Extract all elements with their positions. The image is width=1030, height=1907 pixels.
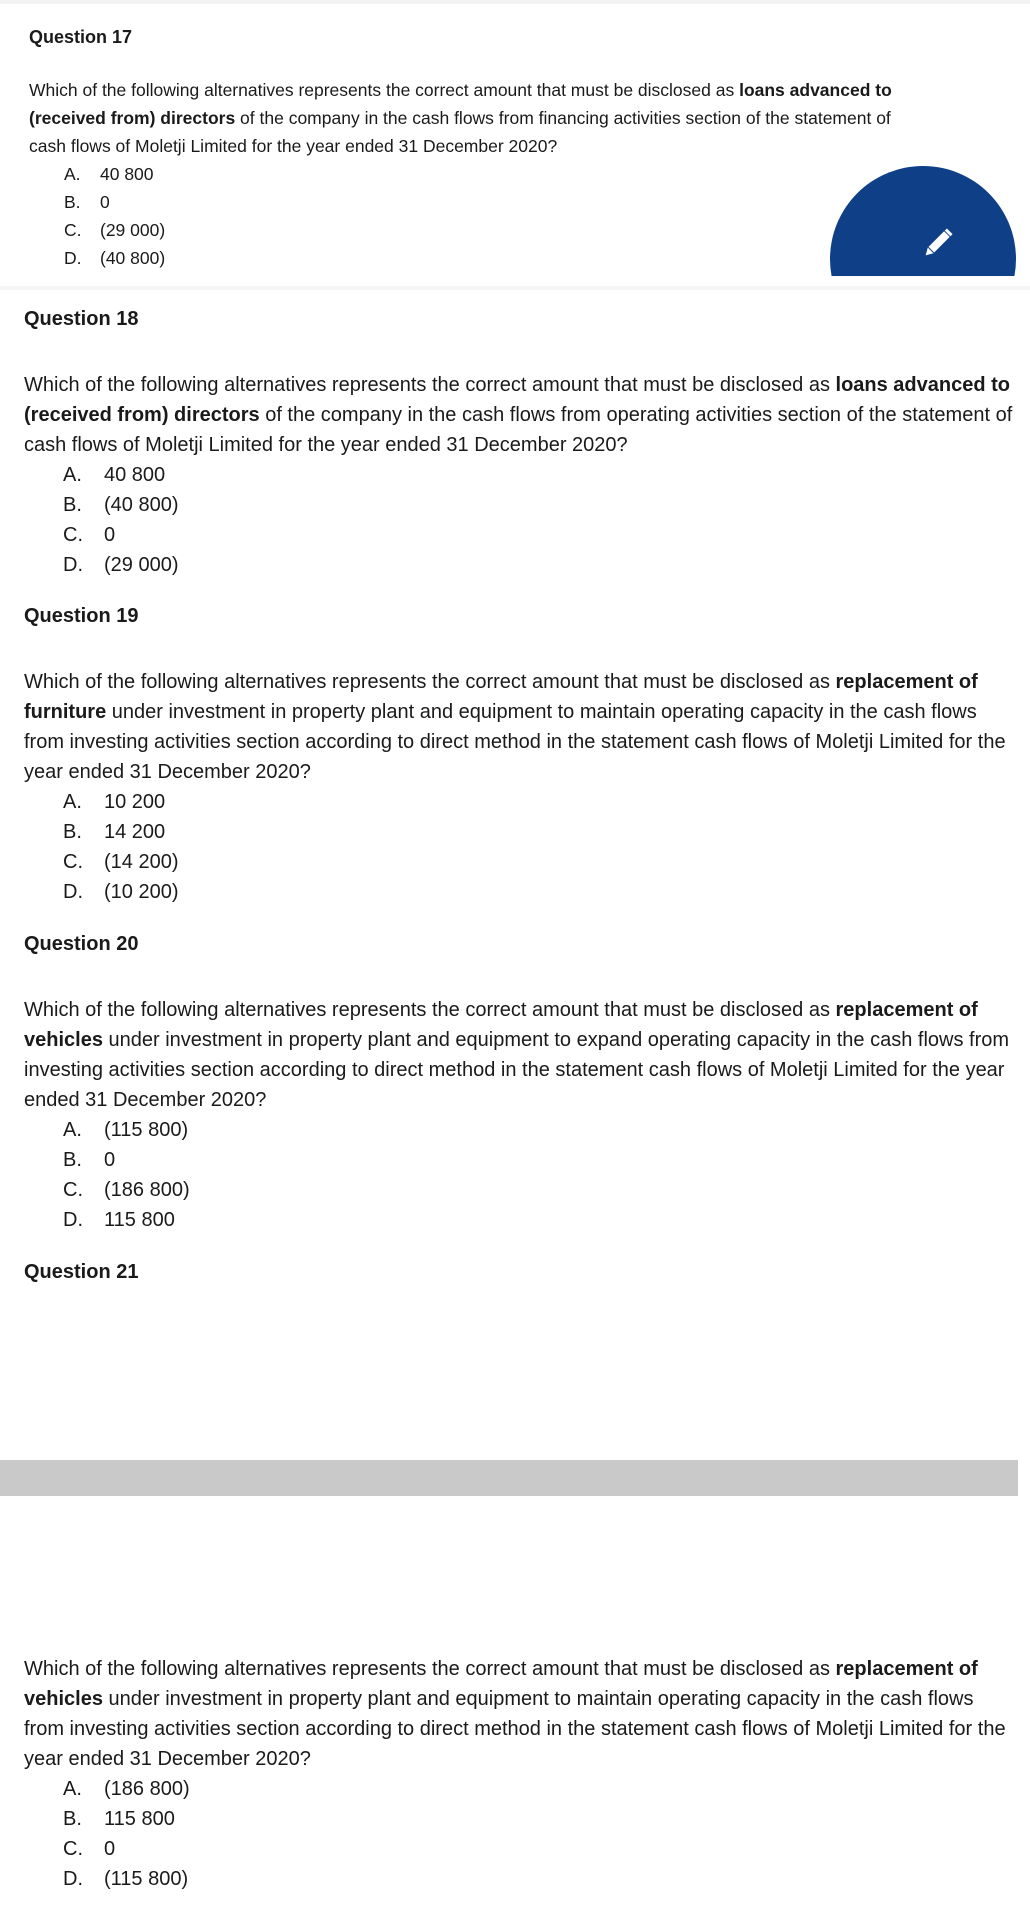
top-divider [0, 0, 1030, 4]
pencil-icon [919, 226, 955, 262]
option-c[interactable]: C. (29 000) [64, 220, 166, 240]
option-b[interactable]: B. 115 800 [63, 1808, 175, 1830]
question-18 [24, 303, 1014, 580]
option-a[interactable]: A. (186 800) [63, 1778, 190, 1800]
option-c[interactable]: C. 0 [63, 1838, 116, 1860]
option-c[interactable]: C. (186 800) [63, 1179, 190, 1201]
option-d[interactable]: D. (40 800) [64, 248, 166, 268]
question-title: Question 18 [24, 308, 139, 330]
option-a[interactable]: A. 40 800 [63, 464, 166, 486]
question-title: Question 19 [24, 605, 139, 627]
options-list [64, 160, 929, 272]
option-b[interactable]: B. (40 800) [63, 494, 179, 516]
options-list [63, 1115, 1014, 1235]
question-text: Which of the following alternatives represents the correct amount that must be disclosed as loans advanced to (received from) directors of the company in the cash flows from financing activities section of the statement of cash flows of Moletji Limited for the year ended 31 December 2020? [29, 80, 892, 156]
edit-fab-button[interactable] [830, 166, 1016, 276]
option-d[interactable]: D. (115 800) [63, 1868, 189, 1890]
option-b[interactable]: B. 0 [63, 1149, 116, 1171]
options-list [63, 1774, 1014, 1894]
option-a[interactable]: A. (115 800) [63, 1119, 189, 1141]
question-title: Question 21 [24, 1261, 139, 1283]
question-title: Question 20 [24, 933, 139, 955]
page-break-bar [0, 1460, 1018, 1496]
option-c[interactable]: C. 0 [63, 524, 116, 546]
option-c[interactable]: C. (14 200) [63, 851, 179, 873]
option-d[interactable]: D. 115 800 [63, 1209, 175, 1231]
question-19 [24, 600, 1014, 907]
option-a[interactable]: A. 40 800 [64, 164, 154, 184]
question-title: Question 17 [29, 27, 133, 47]
options-list [63, 460, 1014, 580]
options-list [63, 787, 1014, 907]
question-20 [24, 928, 1014, 1235]
question-21-body [24, 1654, 1014, 1894]
question-text: Which of the following alternatives represents the correct amount that must be disclosed as replacement of furniture under investment in property plant and equipment to maintain operating capacity in the cash flows from investing activities section according to direct method in the statement cash flows of Moletji Limited for the year ended 31 December 2020? [24, 671, 1006, 783]
question-text: Which of the following alternatives represents the correct amount that must be disclosed as replacement of vehicles under investment in property plant and equipment to maintain operating capacity in the cash flows from investing activities section according to direct method in the statement cash flows of Moletji Limited for the year ended 31 December 2020? [24, 1658, 1006, 1770]
option-a[interactable]: A. 10 200 [63, 791, 166, 813]
option-d[interactable]: D. (29 000) [63, 554, 179, 576]
option-d[interactable]: D. (10 200) [63, 881, 179, 903]
question-text: Which of the following alternatives represents the correct amount that must be disclosed as loans advanced to (received from) directors of the company in the cash flows from operating activities section of the statement of cash flows of Moletji Limited for the year ended 31 December 2020? [24, 374, 1013, 456]
question-text: Which of the following alternatives represents the correct amount that must be disclosed as replacement of vehicles under investment in property plant and equipment to expand operating capacity in the cash flows from investing activities section according to direct method in the statement cash flows of Moletji Limited for the year ended 31 December 2020? [24, 999, 1010, 1111]
option-b[interactable]: B. 14 200 [63, 821, 166, 843]
question-17 [29, 22, 929, 272]
section-divider [0, 286, 1030, 290]
question-21 [24, 1256, 1014, 1288]
option-b[interactable]: B. 0 [64, 192, 110, 212]
